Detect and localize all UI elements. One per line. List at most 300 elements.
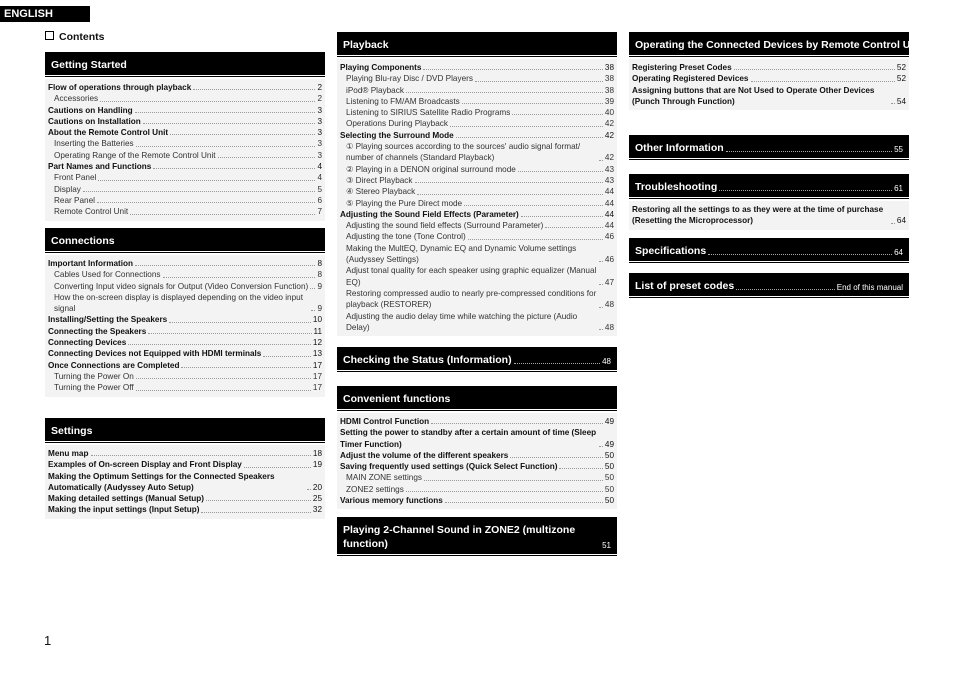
entry-page: 49 (604, 417, 614, 426)
section-page: 61 (894, 184, 903, 193)
entry-text: Saving frequently used settings (Quick Select Function) (340, 462, 558, 472)
section-page: 64 (894, 248, 903, 257)
entry-page: 50 (604, 496, 614, 506)
dot-leader (98, 180, 315, 181)
toc-section (45, 228, 325, 397)
toc-section (337, 517, 617, 556)
entry-text: Assigning buttons that are Not Used to Operate Other Devices (Punch Through Function) (632, 85, 875, 106)
entry-page: 17 (312, 383, 322, 393)
section-rule (629, 198, 909, 199)
toc-entry[interactable] (340, 231, 614, 242)
dot-leader (130, 214, 315, 215)
entry-list (45, 79, 325, 221)
contents-title-text: Contents (59, 31, 105, 43)
entry-page: 50 (604, 473, 614, 483)
toc-entry[interactable] (48, 337, 322, 348)
dot-leader (244, 467, 311, 468)
language-tab: ENGLISH (0, 6, 90, 22)
contents-heading (45, 31, 105, 43)
entry-page: 12 (312, 338, 322, 348)
entry-page: 46 (604, 232, 614, 242)
dot-leader (310, 288, 315, 289)
toc-entry[interactable] (340, 450, 614, 461)
toc-entry[interactable] (48, 292, 322, 315)
dot-leader (163, 277, 316, 278)
entry-page: 50 (604, 450, 614, 460)
toc-entry[interactable] (48, 161, 322, 172)
dot-leader (599, 284, 603, 285)
toc-entry[interactable] (48, 150, 322, 161)
section-rule (337, 555, 617, 556)
entry-text: Cautions on Handling (48, 105, 133, 115)
entry-page: 42 (604, 130, 614, 140)
dot-leader (726, 151, 892, 152)
dot-leader (559, 468, 602, 469)
section-heading[interactable] (629, 32, 924, 55)
section-rule (45, 252, 325, 253)
dot-leader (83, 191, 316, 192)
toc-entry[interactable] (340, 265, 614, 288)
entry-page: 44 (604, 209, 614, 219)
entry-text: MAIN ZONE settings (346, 473, 422, 483)
entry-page: 8 (317, 270, 322, 280)
entry-page: 17 (312, 371, 322, 381)
entry-text: Selecting the Surround Mode (340, 130, 454, 140)
section-rule (45, 76, 325, 77)
entry-page: 43 (604, 175, 614, 185)
entry-page: 2 (317, 94, 322, 104)
dot-leader (181, 367, 310, 368)
entry-text: Connecting Devices not Equipped with HDMI terminals (48, 349, 262, 359)
toc-entry[interactable] (340, 164, 614, 175)
entry-page: 19 (312, 460, 322, 470)
entry-page: 39 (604, 96, 614, 106)
entry-page: 43 (604, 164, 614, 174)
entry-page: 52 (896, 74, 906, 84)
entry-page: 17 (312, 360, 322, 370)
dot-leader (136, 146, 316, 147)
toc-entry[interactable] (48, 82, 322, 93)
toc-entry[interactable] (632, 204, 906, 227)
toc-entry[interactable] (48, 382, 322, 393)
toc-section (629, 238, 909, 263)
toc-entry[interactable] (48, 127, 322, 138)
entry-page: 44 (604, 187, 614, 197)
dot-leader (468, 239, 603, 240)
entry-text: ① Playing sources according to the sources' audio signal format/ number of channels (Standard Playback) (346, 142, 581, 163)
entry-text: Operations During Playback (346, 119, 448, 129)
toc-entry[interactable] (340, 311, 614, 334)
toc-entry[interactable] (340, 243, 614, 266)
entry-text: Restoring all the settings to as they were at the time of purchase (Resetting the Microprocessor) (632, 205, 884, 226)
entry-text: Remote Control Unit (54, 207, 129, 217)
dot-leader (417, 194, 603, 195)
toc-entry[interactable] (340, 175, 614, 186)
dot-leader (518, 171, 603, 172)
dot-leader (169, 322, 311, 323)
toc-section (629, 273, 909, 298)
entry-page: 6 (317, 195, 322, 205)
entry-text: Adjusting the Sound Field Effects (Parameter) (340, 209, 519, 219)
entry-page: 50 (604, 484, 614, 494)
toc-entry[interactable] (340, 416, 614, 427)
entry-text: Once Connections are Completed (48, 360, 180, 370)
toc-entry[interactable] (48, 269, 322, 280)
dot-leader (201, 512, 310, 513)
section-rule (45, 442, 325, 443)
entry-text: Accessories (54, 94, 99, 104)
checkbox-square-icon (45, 31, 54, 40)
toc-entry[interactable] (48, 105, 322, 116)
toc-entry[interactable] (340, 288, 614, 311)
entry-page: 3 (317, 150, 322, 160)
dot-leader (263, 356, 311, 357)
dot-leader (450, 126, 603, 127)
toc-entry[interactable] (48, 314, 322, 325)
entry-page: 2 (317, 83, 322, 92)
entry-text: Operating Range of the Remote Control Unit (54, 150, 216, 160)
entry-list (45, 255, 325, 397)
toc-section (629, 32, 924, 110)
section-title: Specifications (635, 245, 707, 257)
entry-page: 9 (317, 304, 322, 314)
dot-leader (135, 112, 316, 113)
entry-text: Operating Registered Devices (632, 74, 749, 84)
toc-entry[interactable] (48, 116, 322, 127)
section-rule (629, 297, 909, 298)
section-heading[interactable] (629, 135, 909, 158)
entry-text: Playing Blu-ray Disc / DVD Players (346, 74, 473, 84)
entry-text: Flow of operations through playback (48, 83, 192, 92)
section-page: 55 (894, 145, 903, 154)
entry-text: Playing Components (340, 63, 422, 72)
entry-list (45, 445, 325, 519)
entry-page: 48 (604, 300, 614, 310)
entry-page: 38 (604, 63, 614, 72)
toc-entry[interactable] (48, 93, 322, 104)
dot-leader (719, 190, 892, 191)
entry-text: HDMI Control Function (340, 417, 430, 426)
toc-entry[interactable] (340, 85, 614, 96)
entry-text: ③ Direct Playback (346, 175, 413, 185)
section-title: Settings (51, 425, 93, 437)
section-title: Convenient functions (343, 393, 451, 405)
toc-entry[interactable] (340, 198, 614, 209)
entry-text: Cables Used for Connections (54, 270, 161, 280)
entry-text: Making detailed settings (Manual Setup) (48, 494, 205, 504)
entry-page: 4 (317, 173, 322, 183)
entry-text: Front Panel (54, 173, 97, 183)
dot-leader (736, 289, 835, 290)
entry-text: Menu map (48, 449, 89, 458)
toc-entry[interactable] (48, 195, 322, 206)
dot-leader (464, 205, 603, 206)
dot-leader (445, 502, 603, 503)
entry-page: 49 (604, 439, 614, 449)
toc-entry[interactable] (340, 73, 614, 84)
entry-page: 38 (604, 85, 614, 95)
entry-text: Inserting the Batteries (54, 139, 134, 149)
toc-section (45, 418, 325, 519)
toc-entry[interactable] (340, 141, 614, 164)
dot-leader (512, 114, 603, 115)
dot-leader (599, 261, 603, 262)
section-heading[interactable] (45, 228, 325, 251)
dot-leader (891, 223, 895, 224)
toc-entry[interactable] (48, 371, 322, 382)
toc-entry[interactable] (48, 448, 322, 459)
entry-text: ⑤ Playing the Pure Direct mode (346, 198, 463, 208)
dot-leader (153, 168, 315, 169)
entry-page: 3 (317, 128, 322, 138)
entry-page: 42 (604, 119, 614, 129)
entry-list (337, 59, 617, 336)
entry-page: 54 (896, 96, 906, 106)
toc-entry[interactable] (632, 73, 906, 84)
entry-page: 20 (312, 482, 322, 492)
entry-text: About the Remote Control Unit (48, 128, 169, 138)
dot-leader (143, 123, 316, 124)
dot-leader (128, 344, 311, 345)
entry-text: Turning the Power Off (54, 383, 134, 393)
entry-page: 7 (317, 207, 322, 217)
toc-section (337, 32, 617, 336)
entry-text: Cautions on Installation (48, 116, 141, 126)
toc-entry[interactable] (48, 348, 322, 359)
dot-leader (136, 378, 311, 379)
dot-leader (708, 254, 892, 255)
dot-leader (100, 101, 315, 102)
entry-page: 44 (604, 221, 614, 231)
dot-leader (193, 89, 315, 90)
dot-leader (170, 134, 315, 135)
dot-leader (206, 500, 311, 501)
dot-leader (424, 480, 603, 481)
toc-entry[interactable] (340, 220, 614, 231)
entry-page: 3 (317, 139, 322, 149)
entry-page: 9 (317, 281, 322, 291)
page-number: 1 (44, 633, 52, 648)
dot-leader (406, 491, 603, 492)
section-heading[interactable] (629, 174, 909, 197)
entry-page: 11 (313, 326, 322, 336)
toc-entry[interactable] (48, 459, 322, 470)
entry-text: Various memory functions (340, 496, 443, 506)
section-title: Other Information (635, 142, 724, 154)
entry-text: Adjusting the sound field effects (Surround Parameter) (346, 221, 544, 231)
toc-entry[interactable] (340, 118, 614, 129)
toc-entry[interactable] (340, 209, 614, 220)
dot-leader (218, 157, 316, 158)
section-title: Getting Started (51, 59, 127, 71)
entry-page: 38 (604, 74, 614, 84)
section-title: Playing 2-Channel Sound in ZONE2 (multizone function) (343, 524, 576, 550)
toc-entry[interactable] (48, 504, 322, 515)
dot-leader (521, 216, 603, 217)
toc-entry[interactable] (48, 184, 322, 195)
entry-page: 40 (604, 108, 614, 118)
entry-page: 32 (312, 505, 322, 515)
dot-leader (456, 137, 603, 138)
toc-entry[interactable] (48, 471, 322, 494)
section-rule (629, 262, 909, 263)
dot-leader (599, 307, 603, 308)
toc-section (629, 135, 909, 160)
section-heading[interactable] (45, 418, 325, 441)
dot-leader (91, 455, 311, 456)
entry-list (629, 201, 909, 230)
toc-entry[interactable] (48, 138, 322, 149)
entry-page: 4 (317, 162, 322, 172)
entry-text: Important Information (48, 259, 134, 268)
entry-text: Making the MultEQ, Dynamic EQ and Dynamic Volume settings (Audyssey Settings) (346, 243, 577, 265)
dot-leader (311, 310, 315, 311)
toc-entry[interactable] (632, 62, 906, 73)
dot-leader (148, 333, 311, 334)
section-rule (337, 56, 617, 57)
section-title: Connections (51, 235, 115, 247)
entry-text: Part Names and Functions (48, 162, 152, 172)
toc-section (629, 174, 909, 230)
entry-text: Rear Panel (54, 195, 95, 205)
entry-page: 46 (604, 255, 614, 265)
toc-entry[interactable] (48, 326, 322, 337)
toc-entry[interactable] (48, 258, 322, 269)
section-rule (629, 56, 909, 57)
toc-entry[interactable] (340, 495, 614, 506)
toc-entry[interactable] (48, 206, 322, 217)
section-rule (337, 371, 617, 372)
section-title: Playback (343, 39, 389, 51)
entry-text: How the on-screen display is displayed depending on the video input signal (54, 292, 303, 314)
section-heading[interactable] (337, 517, 617, 554)
entry-page: 3 (317, 116, 322, 126)
entry-text: Converting Input video signals for Output (Video Conversion Function) (54, 281, 309, 291)
toc-section (337, 347, 617, 372)
entry-text: Adjust the volume of the different speakers (340, 450, 509, 460)
toc-entry[interactable] (340, 461, 614, 472)
entry-text: ④ Stereo Playback (346, 187, 416, 197)
dot-leader (891, 103, 895, 104)
section-rule (629, 159, 909, 160)
section-heading[interactable] (629, 273, 909, 296)
toc-entry[interactable] (340, 62, 614, 73)
entry-text: Making the input settings (Input Setup) (48, 505, 200, 515)
dot-leader (599, 329, 603, 330)
entry-text: Turning the Power On (54, 371, 134, 381)
dot-leader (510, 457, 603, 458)
dot-leader (514, 363, 601, 364)
section-page: 51 (602, 541, 611, 550)
entry-page: 48 (604, 322, 614, 332)
toc-entry[interactable] (48, 493, 322, 504)
entry-text: Installing/Setting the Speakers (48, 315, 168, 325)
toc-entry[interactable] (340, 96, 614, 107)
entry-text: Making the Optimum Settings for the Connected Speakers Automatically (Audyssey Auto Setup) (48, 471, 275, 492)
entry-text: ZONE2 settings (346, 484, 404, 494)
dot-leader (599, 446, 603, 447)
section-heading[interactable] (337, 347, 617, 370)
dot-leader (136, 390, 311, 391)
dot-leader (415, 182, 603, 183)
toc-entry[interactable] (340, 484, 614, 495)
entry-text: Connecting the Speakers (48, 326, 147, 336)
section-page: End of this manual (836, 283, 903, 292)
dot-leader (734, 69, 895, 70)
dot-leader (462, 103, 603, 104)
entry-text: Listening to SIRIUS Satellite Radio Programs (346, 108, 511, 118)
toc-entry[interactable] (340, 186, 614, 197)
toc-section (45, 52, 325, 221)
entry-text: Adjusting the tone (Tone Control) (346, 232, 466, 242)
toc-entry[interactable] (632, 85, 906, 108)
entry-text: Adjust tonal quality for each speaker using graphic equalizer (Manual EQ) (346, 266, 597, 287)
toc-entry[interactable] (48, 360, 322, 371)
dot-leader (431, 423, 603, 424)
entry-page: 44 (604, 198, 614, 208)
entry-text: Setting the power to standby after a certain amount of time (Sleep Timer Function) (340, 428, 597, 449)
entry-text: iPod® Playback (346, 85, 404, 95)
dot-leader (97, 202, 315, 203)
section-rule (337, 410, 617, 411)
entry-list (337, 413, 617, 509)
toc-entry[interactable] (340, 427, 614, 450)
section-heading[interactable] (629, 238, 909, 261)
entry-page: 8 (317, 259, 322, 268)
dot-leader (135, 265, 315, 266)
dot-leader (599, 160, 603, 161)
entry-page: 42 (604, 153, 614, 163)
entry-page: 3 (317, 105, 322, 115)
toc-entry[interactable] (48, 172, 322, 183)
entry-page: 18 (312, 449, 322, 458)
entry-page: 5 (317, 184, 322, 194)
entry-text: Examples of On-screen Display and Front Display (48, 460, 242, 470)
entry-page: 13 (312, 349, 322, 359)
dot-leader (545, 227, 603, 228)
toc-entry[interactable] (340, 107, 614, 118)
section-heading[interactable] (45, 52, 325, 75)
entry-text: Restoring compressed audio to nearly pre-compressed conditions for playback (RESTORER) (346, 288, 597, 310)
dot-leader (475, 81, 603, 82)
entry-list (629, 59, 909, 110)
entry-text: Listening to FM/AM Broadcasts (346, 96, 460, 106)
section-title: Checking the Status (Information) (343, 354, 512, 366)
section-title: List of preset codes (635, 280, 735, 292)
toc-section (337, 386, 617, 509)
entry-text: Registering Preset Codes (632, 63, 732, 72)
toc-entry[interactable] (340, 130, 614, 141)
dot-leader (751, 81, 895, 82)
toc-entry[interactable] (340, 472, 614, 483)
dot-leader (406, 92, 603, 93)
section-title: Troubleshooting (635, 181, 718, 193)
dot-leader (423, 69, 602, 70)
entry-page: 47 (604, 277, 614, 287)
section-title: Operating the Connected Devices by Remote Control Unit (635, 39, 924, 51)
section-page: 48 (602, 357, 611, 366)
entry-page: 64 (896, 216, 906, 226)
toc-entry[interactable] (48, 281, 322, 292)
section-heading[interactable] (337, 32, 617, 55)
entry-text: Display (54, 184, 81, 194)
entry-text: ② Playing in a DENON original surround mode (346, 164, 516, 174)
entry-page: 10 (312, 315, 322, 325)
entry-text: Connecting Devices (48, 338, 127, 348)
entry-page: 25 (312, 494, 322, 504)
entry-page: 52 (896, 63, 906, 72)
section-heading[interactable] (337, 386, 617, 409)
